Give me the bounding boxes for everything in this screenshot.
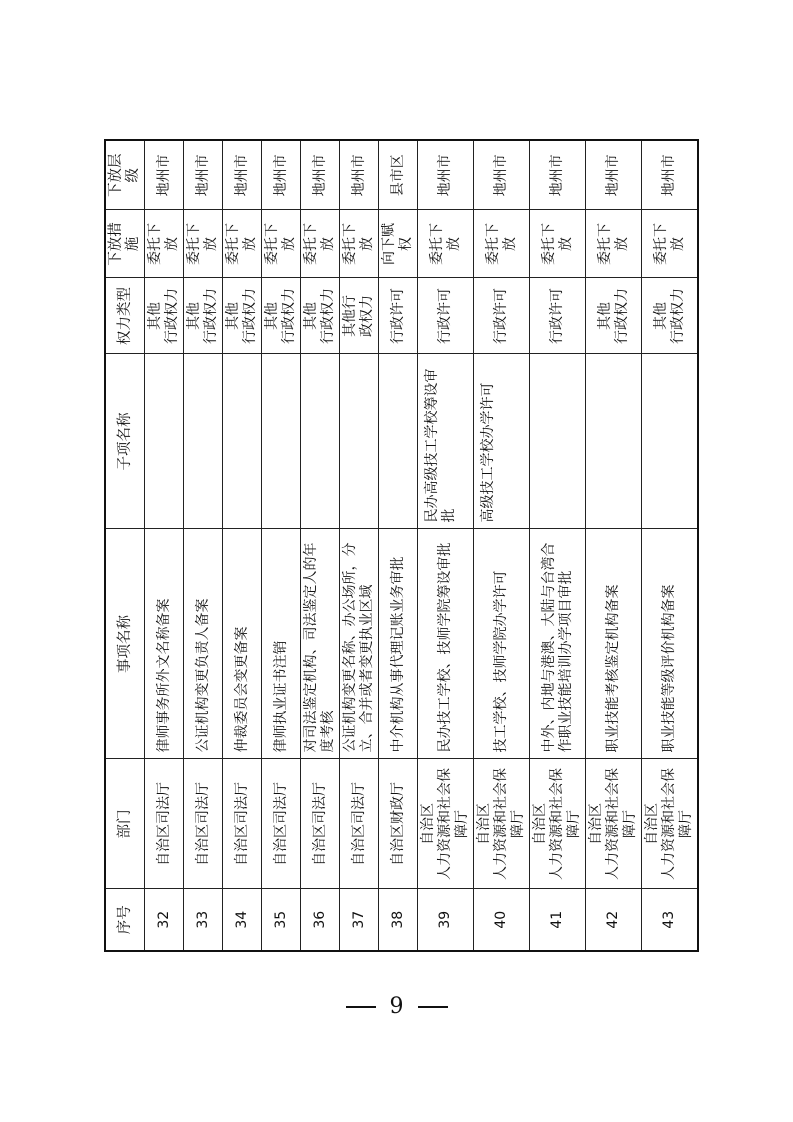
row-level: 地州市 bbox=[145, 140, 184, 210]
row-item-name: 公证机构变更负责人备案 bbox=[184, 529, 223, 759]
row-subitem-name bbox=[301, 354, 340, 529]
row-department: 自治区 人力资源和社会保障厅 bbox=[474, 759, 530, 889]
col-header-measure: 下放措施 bbox=[105, 210, 145, 278]
row-power-type: 行政许可 bbox=[530, 278, 586, 354]
row-department: 自治区财政厅 bbox=[379, 759, 418, 889]
row-measure: 委托下放 bbox=[223, 210, 262, 278]
row-number: 41 bbox=[530, 889, 586, 951]
row-subitem-name: 民办高级技工学校筹设审批 bbox=[418, 354, 474, 529]
row-power-type: 其他 行政权力 bbox=[642, 278, 699, 354]
row-number: 39 bbox=[418, 889, 474, 951]
row-measure: 向下赋权 bbox=[379, 210, 418, 278]
table-row bbox=[340, 140, 379, 951]
row-department: 自治区 人力资源和社会保障厅 bbox=[586, 759, 642, 889]
row-item-name: 职业技能等级评价机构备案 bbox=[642, 529, 699, 759]
row-number: 40 bbox=[474, 889, 530, 951]
row-measure: 委托下放 bbox=[340, 210, 379, 278]
row-subitem-name bbox=[223, 354, 262, 529]
row-measure: 委托下放 bbox=[642, 210, 699, 278]
row-department: 自治区 人力资源和社会保障厅 bbox=[418, 759, 474, 889]
row-number: 42 bbox=[586, 889, 642, 951]
row-power-type: 行政许可 bbox=[418, 278, 474, 354]
row-item-name: 律师执业证书注销 bbox=[262, 529, 301, 759]
row-department: 自治区司法厅 bbox=[145, 759, 184, 889]
row-number: 37 bbox=[340, 889, 379, 951]
row-department: 自治区司法厅 bbox=[340, 759, 379, 889]
row-subitem-name bbox=[184, 354, 223, 529]
row-subitem-name bbox=[262, 354, 301, 529]
row-subitem-name bbox=[586, 354, 642, 529]
table-row bbox=[530, 140, 586, 951]
table-row bbox=[379, 140, 418, 951]
table-row bbox=[586, 140, 642, 951]
col-header-type: 权力类型 bbox=[105, 278, 145, 354]
row-measure: 委托下放 bbox=[301, 210, 340, 278]
row-number: 43 bbox=[642, 889, 699, 951]
row-item-name: 民办技工学校、技师学院筹设审批 bbox=[418, 529, 474, 759]
row-level: 地州市 bbox=[301, 140, 340, 210]
row-level: 地州市 bbox=[586, 140, 642, 210]
col-header-no: 序号 bbox=[105, 889, 145, 951]
table-row bbox=[145, 140, 184, 951]
row-measure: 委托下放 bbox=[474, 210, 530, 278]
row-power-type: 其他 行政权力 bbox=[301, 278, 340, 354]
header-row bbox=[105, 140, 145, 951]
row-department: 自治区司法厅 bbox=[223, 759, 262, 889]
row-level: 地州市 bbox=[262, 140, 301, 210]
left-dash bbox=[346, 1006, 376, 1008]
row-level: 地州市 bbox=[474, 140, 530, 210]
row-level: 地州市 bbox=[418, 140, 474, 210]
row-level: 地州市 bbox=[184, 140, 223, 210]
col-header-level: 下放层级 bbox=[105, 140, 145, 210]
row-department: 自治区 人力资源和社会保障厅 bbox=[642, 759, 699, 889]
row-subitem-name bbox=[530, 354, 586, 529]
row-power-type: 行政许可 bbox=[379, 278, 418, 354]
col-header-sub: 子项名称 bbox=[105, 354, 145, 529]
row-measure: 委托下放 bbox=[586, 210, 642, 278]
row-power-type: 其他 行政权力 bbox=[586, 278, 642, 354]
page-number: 9 bbox=[389, 994, 404, 1019]
row-department: 自治区 人力资源和社会保障厅 bbox=[530, 759, 586, 889]
row-power-type: 其他 行政权力 bbox=[262, 278, 301, 354]
row-subitem-name bbox=[340, 354, 379, 529]
row-subitem-name bbox=[379, 354, 418, 529]
row-power-type: 行政许可 bbox=[474, 278, 530, 354]
row-level: 地州市 bbox=[530, 140, 586, 210]
row-item-name: 对司法鉴定机构、司法鉴定人的年度考核 bbox=[301, 529, 340, 759]
table-row bbox=[301, 140, 340, 951]
row-department: 自治区司法厅 bbox=[301, 759, 340, 889]
row-number: 34 bbox=[223, 889, 262, 951]
table-row bbox=[262, 140, 301, 951]
page-footer bbox=[0, 994, 793, 1019]
table-row bbox=[184, 140, 223, 951]
row-power-type: 其他 行政权力 bbox=[145, 278, 184, 354]
row-item-name: 技工学校、技师学院办学许可 bbox=[474, 529, 530, 759]
row-power-type: 其他行 政权力 bbox=[340, 278, 379, 354]
row-number: 38 bbox=[379, 889, 418, 951]
table-row bbox=[418, 140, 474, 951]
row-number: 36 bbox=[301, 889, 340, 951]
row-item-name: 中外、内地与港澳、大陆与台湾合作职业技能培训办学项目审批 bbox=[530, 529, 586, 759]
row-number: 33 bbox=[184, 889, 223, 951]
rotated-table-wrapper bbox=[104, 141, 692, 952]
row-power-type: 其他 行政权力 bbox=[223, 278, 262, 354]
row-subitem-name bbox=[642, 354, 699, 529]
row-item-name: 职业技能考核鉴定机构备案 bbox=[586, 529, 642, 759]
table-body bbox=[145, 140, 699, 951]
row-item-name: 中介机构从事代理记账业务审批 bbox=[379, 529, 418, 759]
row-number: 35 bbox=[262, 889, 301, 951]
row-subitem-name: 高级技工学校办学许可 bbox=[474, 354, 530, 529]
table-row bbox=[642, 140, 699, 951]
row-measure: 委托下放 bbox=[145, 210, 184, 278]
right-dash bbox=[418, 1006, 448, 1008]
row-level: 地州市 bbox=[340, 140, 379, 210]
row-level: 县市区 bbox=[379, 140, 418, 210]
power-list-table bbox=[104, 139, 699, 952]
row-item-name: 律师事务所外文名称备案 bbox=[145, 529, 184, 759]
row-measure: 委托下放 bbox=[418, 210, 474, 278]
row-number: 32 bbox=[145, 889, 184, 951]
row-department: 自治区司法厅 bbox=[184, 759, 223, 889]
row-level: 地州市 bbox=[223, 140, 262, 210]
row-subitem-name bbox=[145, 354, 184, 529]
col-header-dept: 部门 bbox=[105, 759, 145, 889]
table-row bbox=[223, 140, 262, 951]
row-item-name: 公证机构变更名称、办公场所，分立、合并或者变更执业区域 bbox=[340, 529, 379, 759]
row-measure: 委托下放 bbox=[530, 210, 586, 278]
row-item-name: 仲裁委员会变更备案 bbox=[223, 529, 262, 759]
row-measure: 委托下放 bbox=[184, 210, 223, 278]
row-level: 地州市 bbox=[642, 140, 699, 210]
row-power-type: 其他 行政权力 bbox=[184, 278, 223, 354]
row-department: 自治区司法厅 bbox=[262, 759, 301, 889]
table-row bbox=[474, 140, 530, 951]
col-header-item: 事项名称 bbox=[105, 529, 145, 759]
row-measure: 委托下放 bbox=[262, 210, 301, 278]
